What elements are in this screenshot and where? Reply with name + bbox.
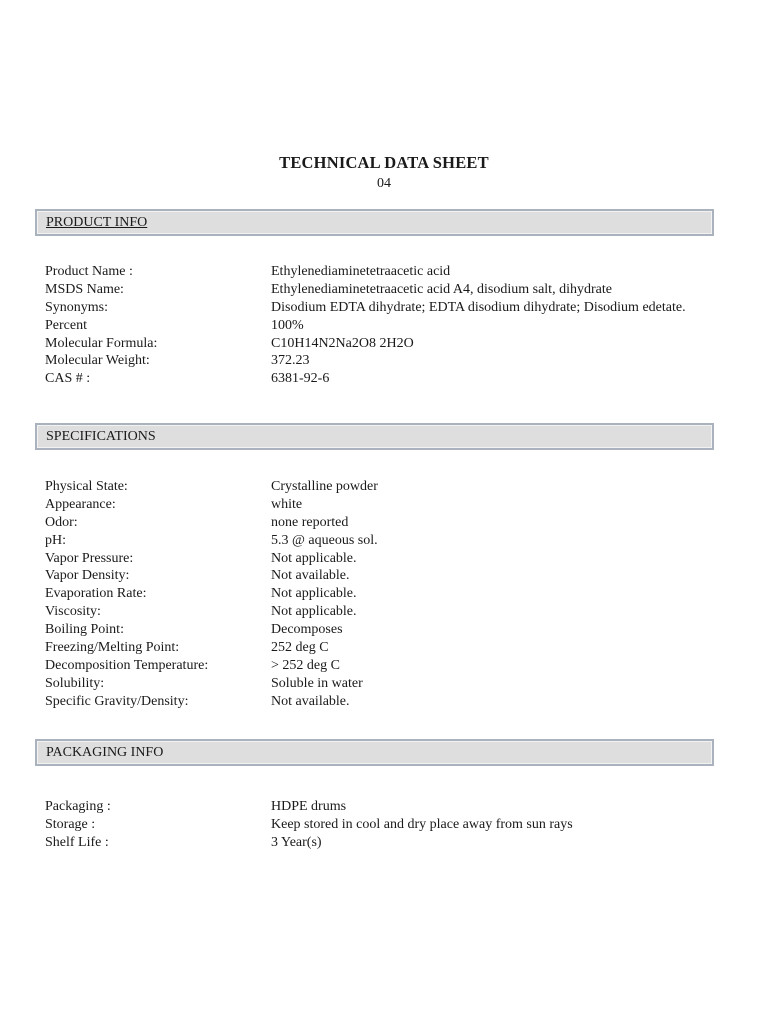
field-label: MSDS Name: [45, 281, 124, 297]
field-value: Not available. [271, 693, 350, 709]
field-label: Synonyms: [45, 299, 109, 315]
field-label: Decomposition Temperature: [45, 657, 209, 673]
field-value: 372.23 [271, 353, 310, 369]
field-label: Vapor Density: [45, 568, 130, 584]
section-header-product-info [35, 209, 714, 236]
field-label: Evaporation Rate: [45, 586, 147, 602]
field-value: Not applicable. [271, 586, 357, 602]
field-label: pH: [45, 532, 66, 548]
field-label: Specific Gravity/Density: [45, 693, 189, 709]
field-value: Not available. [271, 568, 350, 584]
field-label: Packaging : [45, 799, 111, 814]
field-value: C10H14N2Na2O8 2H2O [271, 335, 414, 351]
field-value: 252 deg C [271, 640, 329, 656]
section-header-specifications [35, 423, 714, 450]
section-heading: PACKAGING INFO [46, 745, 164, 760]
field-label: Freezing/Melting Point: [45, 640, 180, 656]
field-value: 6381-92-6 [271, 371, 330, 387]
field-label: Product Name : [45, 264, 133, 279]
field-label: CAS # : [45, 371, 91, 387]
field-value: Ethylenediaminetetraacetic acid A4, disodium salt, dihydrate [271, 281, 612, 297]
field-value: 3 Year(s) [271, 834, 322, 850]
field-value: > 252 deg C [271, 657, 340, 673]
field-value: Not applicable. [271, 550, 357, 566]
field-value: 100% [271, 317, 304, 333]
field-label: Storage : [45, 816, 96, 832]
field-label: Vapor Pressure: [45, 550, 134, 566]
field-value: 5.3 @ aqueous sol. [271, 532, 378, 548]
field-value: Decomposes [271, 622, 343, 638]
document-number: 04 [377, 176, 391, 191]
field-value: Ethylenediaminetetraacetic acid [271, 264, 451, 279]
field-value: Not applicable. [271, 604, 357, 620]
field-value: Keep stored in cool and dry place away from sun rays [271, 816, 573, 832]
field-label: Percent [45, 317, 87, 333]
section-heading: PRODUCT INFO [46, 215, 148, 230]
field-value: none reported [271, 514, 349, 530]
field-label: Molecular Weight: [45, 353, 150, 369]
field-value: HDPE drums [271, 799, 347, 814]
field-label: Odor: [45, 514, 78, 530]
field-label: Physical State: [45, 479, 128, 494]
field-value: Crystalline powder [271, 479, 378, 494]
field-label: Appearance: [45, 496, 116, 512]
field-label: Molecular Formula: [45, 335, 158, 351]
field-label: Shelf Life : [45, 834, 109, 850]
field-value: Disodium EDTA dihydrate; EDTA disodium dihydrate; Disodium edetate. [271, 299, 686, 315]
field-label: Solubility: [45, 675, 105, 691]
document-title: TECHNICAL DATA SHEET [279, 153, 489, 172]
field-label: Boiling Point: [45, 622, 124, 638]
field-label: Viscosity: [45, 604, 101, 620]
section-heading: SPECIFICATIONS [46, 429, 156, 444]
field-value: Soluble in water [271, 675, 363, 691]
field-value: white [271, 496, 303, 512]
section-header-packaging-info [35, 739, 714, 766]
